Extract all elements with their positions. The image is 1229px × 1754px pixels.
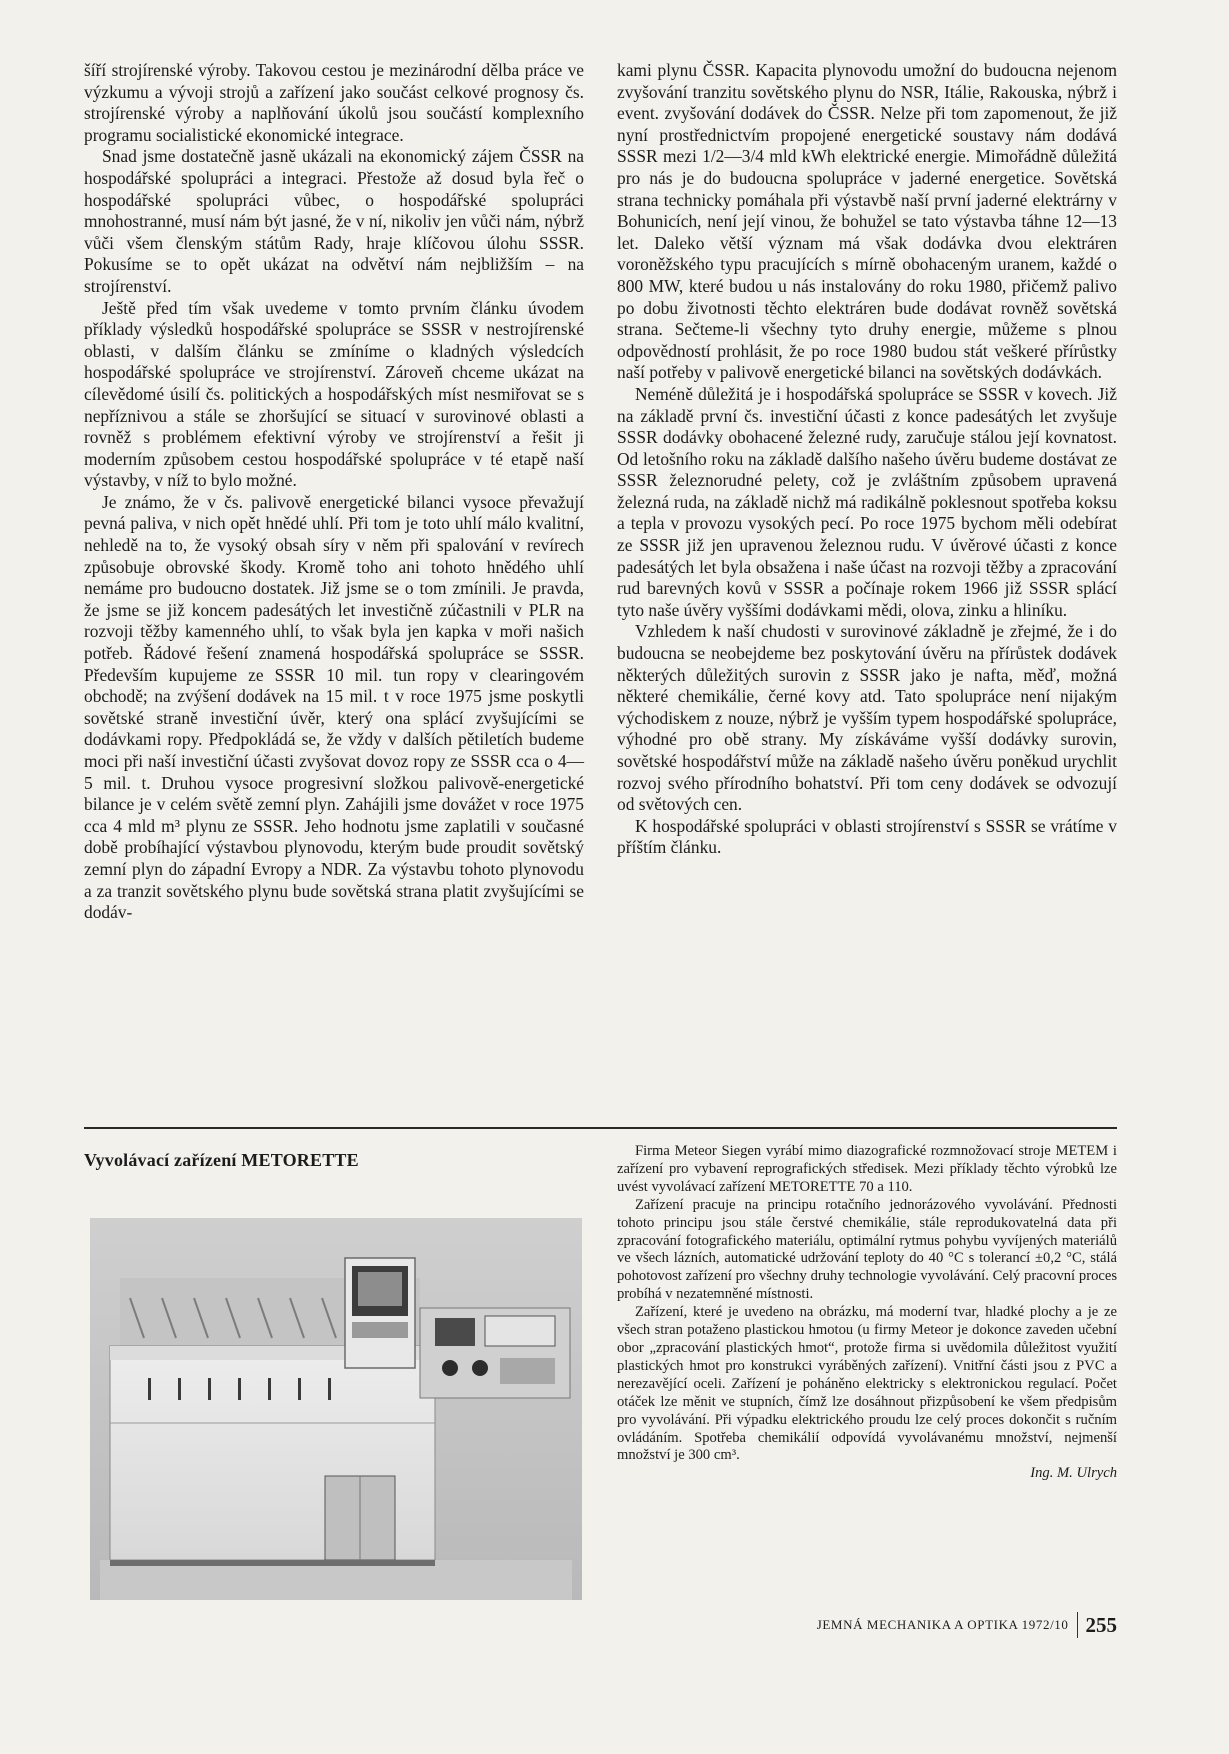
metorette-machine-photo [90,1218,582,1600]
author-signature: Ing. M. Ulrych [1030,1465,1117,1482]
page-footer [817,1612,1117,1638]
paragraph: K hospodářské spolupráci v oblasti strojírenství s SSSR se vrátíme v příštím článku. [617,815,1117,858]
article-right-column [617,60,1117,859]
page-number: 255 [1085,1612,1117,1637]
paragraph: Zařízení pracuje na principu rotačního jednorázového vyvolávání. Přednosti tohoto principu jsou stále čerstvé chemikálie, stále reprodukovatelná data při zpracování fotografického materiálu, optimální rytmus pohybu vyvíjených materiálů ve všech lázních, automatické udržování teploty do 40 °C s tolerancí ±0,2 °C, stálá pohotovost zařízení pro všechny druhy technologie vyvolávání. Celý pracovní proces probíhá v nezatemněné místnosti. [617,1196,1117,1303]
paragraph: šíří strojírenské výroby. Takovou cestou je mezinárodní dělba práce ve výzkumu a vývoji strojů a zařízení jako součást celkové prognosy čs. strojírenské výroby a naplňování úkolů jsou součástí komplexního programu socialistické ekonomické integrace. [84,60,584,145]
paragraph: Je známo, že v čs. palivově energetické bilanci vysoce převažují pevná paliva, v nich opět hnědé uhlí. Při tom je toto uhlí málo kvalitní, nehledě na to, že vysoký obsah síry v něm při spalování v revírech způsobuje obrovské škody. Kromě toho ani tohoto hnědého uhlí nemáme pro budoucno dostatek. Již jsme se o tom zmínili. Je pravda, že jsme se již koncem padesátých let investičně zúčastnili v PLR na rozvoji těžby kamenného uhlí, to však byla jen kapka v moři našich potřeb. Řádové řešení znamená hospodářská spolupráce se SSSR. Především kupujeme ze SSSR 10 mil. tun ropy v clearingovém obchodě; na zvýšení dodávek na 15 mil. t v roce 1975 jsme poskytli sovětské straně investiční úvěr, který ona splácí zvyšujícími se dodávkami ropy. Předpokládá se, že vždy v dalších pětiletích budeme moci při naší investiční účasti zvyšovat dovoz ropy ze SSSR cca o 4—5 mil. t. Druhou vysoce progresivní složkou palivově-energetické bilance je v celém světě zemní plyn. Zahájili jsme dovážet v roce 1975 cca 4 mld m³ plynu ze SSSR. Jeho hodnotu jsme zaplatili v současné době probíhající výstavbou plynovodu, kterým bude proudit sovětský zemní plyn do západní Evropy a NDR. Za výstavbu tohoto plynovodu a za tranzit sovětského plynu bude sovětská strana platit zvyšujícími se dodáv- [84,491,584,923]
journal-name: JEMNÁ MECHANIKA A OPTIKA 1972/10 [816,1617,1069,1632]
paragraph: Snad jsme dostatečně jasně ukázali na ekonomický zájem ČSSR na hospodářské spolupráci a integraci. Přestože až dosud byla řeč o hospodářské spolupráci vůbec, o hospodářské spolupráci mnohostranné, musí nám být jasné, že v ní, nikoliv jen vůči nám, nýbrž vůči všem členským státům Rady, hraje klíčovou úlohu SSSR. Pokusíme se to opět ukázat na odvětví nám nejbližším – na strojírenství. [84,146,584,296]
article-left-column [84,60,584,924]
paragraph: Neméně důležitá je i hospodářská spolupráce se SSSR v kovech. Již na základě první čs. investiční účasti z konce padesátých let zvyšuje SSSR dodávky obohacené železné rudy, zaručuje stálou její kovnatost. Od letošního roku na základě dalšího našeho úvěru budeme dostávat ze SSSR železnorudné pelety, což je zvláštním způsobem upravená železná ruda, na základě nichž má radikálně poklesnout spotřeba koksu a tepla v provozu vysokých pecí. Po roce 1975 bychom měli odebírat ze SSSR již jen upravenou železnou rudu. V úvěrové účasti z konce padesátých let byla obsažena i naše účast na rozvoji těžby a zpracování rud barevných kovů v SSSR a počínaje rokem 1966 již SSSR splácí tyto naše úvěry vyššími dodávkami mědi, olova, zinku a hliníku. [617,383,1117,620]
section-divider [84,1127,1117,1129]
paragraph: Vzhledem k naší chudosti v surovinové základně je zřejmé, že i do budoucna se neobejdeme bez poskytování úvěru na přírůstek dodávek některých důležitých surovin z SSSR jako je nafta, měď, možná některé chemikálie, černé kovy atd. Tato spolupráce není nijakým východiskem z nouze, nýbrž je vyšším typem hospodářské spolupráce, výhodné pro obě strany. My získáváme vyšší dodávky surovin, sovětské hospodářství může na základě našeho úvěru poněkud urychlit rozvoj svého přírodního bohatství. Při tom ceny dodávek se odvozují od světových cen. [617,621,1117,815]
section-title: Vyvolávací zařízení METORETTE [84,1150,359,1170]
paragraph: Firma Meteor Siegen vyrábí mimo diazografické rozmnožovací stroje METEM i zařízení pro vybavení reprografických středisek. Mezi příklady těchto výrobků lze uvést vyvolávací zařízení METORETTE 70 a 110. [617,1143,1117,1195]
footer-separator [1077,1612,1078,1638]
section-text-column [617,1143,1117,1483]
paragraph: Zařízení, které je uvedeno na obrázku, má moderní tvar, hladké plochy a je ze všech stran potaženo plastickou hmotou (u firmy Meteor je dokonce zaveden učební obor „zpracování plastických hmot“, protože firma si uvědomila důležitost využití plastických hmot pro konstrukci vyráběných zařízení). Vnitřní části jsou z PVC a nerezavějící oceli. Zařízení je poháněno elektricky s elektronickou regulací. Počet otáček lze měnit ve stupních, čímž lze dosáhnout přizpůsobení ke všem předpisům pro vyvolávání. Při výpadku elektrického proudu lze celý proces dokončit s ručním ovládáním. Spotřeba chemikálií odpovídá vyvolávanému množství, nejmenší množství je 300 cm³. [617,1304,1117,1464]
paragraph: kami plynu ČSSR. Kapacita plynovodu umožní do budoucna nejenom zvyšování tranzitu sovětského plynu do NSR, Itálie, Rakouska, nýbrž i event. zvyšování dodávek do ČSSR. Nelze při tom zapomenout, že již nyní prostřednictvím propojené energetické soustavy nám dodává SSSR mezi 1/2—3/4 mld kWh elektrické energie. Mimořádně důležitá pro nás je do budoucna spolupráce v jaderné energetice. Sovětská strana technicky pomáhala při výstavbě naší první jaderné elektrárny v Bohunicích, není její vinou, že bohužel se tato výstavba táhne 12—13 let. Daleko větší význam má však dodávka dvou elektráren voroněžského typu pracujících s mírně obohaceným uranem, každé o 800 MW, které budou u nás instalovány do roku 1980, přičemž palivo po dobu životnosti těchto elektráren bude dodávat rovněž sovětská strana. Sečteme-li všechny tyto druhy energie, můžeme s plnou odpovědností prohlásit, že po roce 1980 budou stát veškeré přírůstky naší potřeby v palivově energetické bilanci na sovětských dodávkách. [617,60,1117,383]
paragraph: Ještě před tím však uvedeme v tomto prvním článku úvodem příklady výsledků hospodářské spolupráce se SSSR v nestrojírenské oblasti, v dalším článku se zmíníme o kladných výsledcích hospodářské spolupráce ve strojírenství. Zároveň chceme ukázat na cílevědomé úsilí čs. politických a hospodářských míst nesmiřovat se s nepříznivou a stále se zhoršující se situací v surovinové oblasti a rovněž s problémem efektivní výroby ve strojírenství a řešit ji moderním způsobem cestou hospodářské spolupráce v té etapě naší výstavby, v níž to bylo možné. [84,297,584,491]
